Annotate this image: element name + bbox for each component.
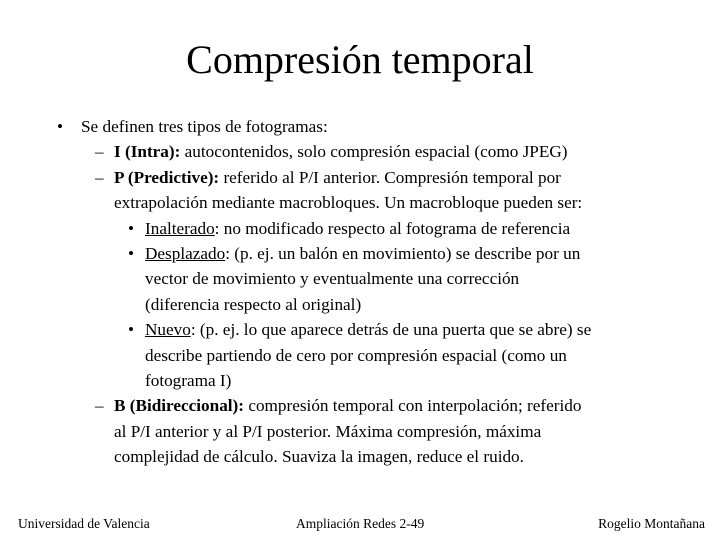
bullet-b-frame-text (114, 393, 720, 418)
nuevo-desc-3: fotograma I) (145, 371, 232, 391)
bullet-b-frame-cont (0, 419, 720, 444)
bullet-desplazado-cont (0, 292, 720, 317)
bullet-p-frame-text (114, 165, 720, 190)
bullet-marker: • (128, 244, 135, 264)
bullet-nuevo-cont (0, 343, 720, 368)
i-frame-desc: autocontenidos, solo compresión espacial (como JPEG) (180, 142, 568, 162)
dash-marker: – (95, 167, 104, 187)
bullet-intro (0, 114, 720, 139)
b-frame-term: B (Bidireccional): (114, 396, 245, 416)
bullet-p-frame (0, 165, 720, 190)
bullet-desplazado (0, 241, 720, 266)
b-frame-desc-1: compresión temporal con interpolación; referido (244, 396, 582, 416)
nuevo-desc-2: describe partiendo de cero por compresión espacial (como un (145, 345, 567, 365)
inalterado-text (145, 216, 720, 241)
bullet-b-frame-cont (0, 444, 720, 469)
desplazado-desc-3: (diferencia respecto al original) (145, 294, 362, 314)
desplazado-desc-1: : (p. ej. un balón en movimiento) se describe por un (225, 244, 581, 264)
p-frame-term: P (Predictive): (114, 167, 220, 187)
desplazado-term: Desplazado (145, 244, 226, 264)
nuevo-text (145, 317, 720, 342)
nuevo-desc-1: : (p. ej. lo que aparece detrás de una puerta que se abre) se (190, 320, 592, 340)
i-frame-term: I (Intra): (114, 142, 181, 162)
bullet-p-frame-cont (0, 190, 720, 215)
slide-footer (0, 515, 720, 535)
footer-institution: Universidad de Valencia (18, 516, 150, 531)
b-frame-desc-3: complejidad de cálculo. Suaviza la imagen, reduce el ruido. (114, 447, 524, 467)
nuevo-term: Nuevo (145, 320, 191, 340)
bullet-desplazado-cont (0, 266, 720, 291)
bullet-nuevo (0, 317, 720, 342)
b-frame-desc-2: al P/I anterior y al P/I posterior. Máxima compresión, máxima (114, 421, 542, 441)
footer-author: Rogelio Montañana (598, 516, 705, 531)
inalterado-desc: : no modificado respecto al fotograma de referencia (214, 218, 571, 238)
dash-marker: – (95, 396, 104, 416)
slide-title: Compresión temporal (186, 37, 534, 82)
bullet-i-frame (0, 139, 720, 164)
bullet-i-frame-text (114, 139, 720, 164)
bullet-b-frame (0, 393, 720, 418)
bullet-nuevo-cont (0, 368, 720, 393)
bullet-marker: • (128, 320, 135, 340)
dash-marker: – (95, 142, 104, 162)
desplazado-text (145, 241, 720, 266)
bullet-marker: • (57, 117, 64, 136)
footer-course: Ampliación Redes 2-49 (296, 516, 425, 531)
bullet-inalterado (0, 216, 720, 241)
desplazado-desc-2: vector de movimiento y eventualmente una corrección (145, 269, 520, 289)
p-frame-desc-1: referido al P/I anterior. Compresión temporal por (219, 167, 561, 187)
bullet-intro-text: Se definen tres tipos de fotogramas: (81, 117, 328, 136)
bullet-marker: • (128, 218, 135, 238)
p-frame-desc-2: extrapolación mediante macrobloques. Un macrobloque pueden ser: (114, 193, 583, 213)
slide-body (0, 114, 720, 470)
inalterado-term: Inalterado (145, 218, 215, 238)
